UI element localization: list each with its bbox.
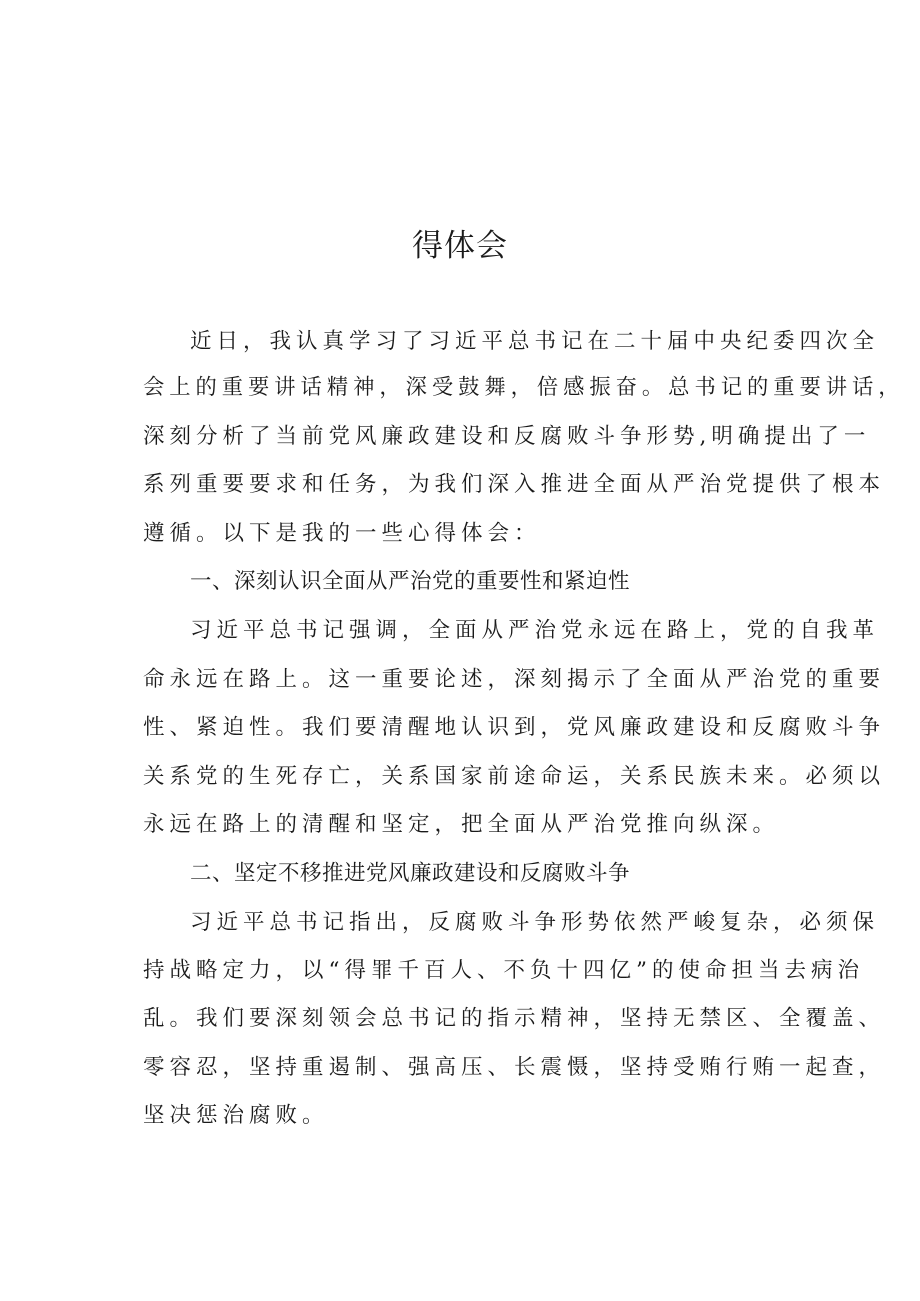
paragraph-1-line-4: 系列重要要求和任务，为我们深入推进全面从严治党提供了根本 [143,472,886,497]
section-heading-2: 二、坚定不移推进党风廉政建设和反腐败斗争 [190,861,631,886]
paragraph-2-line-3: 性、紧迫性。我们要清醒地认识到，党风廉政建设和反腐败斗争 [143,715,886,740]
paragraph-3-line-4: 零容忍，坚持重遏制、强高压、长震慑，坚持受贿行贿一起查， [143,1055,886,1080]
paragraph-3-line-2: 持战略定力，以“得罪千百人、不负十四亿”的使命担当去病治 [143,958,864,983]
section-heading-1: 一、深刻认识全面从严治党的重要性和紧迫性 [190,569,631,594]
document-title: 得体会 [412,228,508,264]
paragraph-2-line-4: 关系党的生死存亡，关系国家前途命运，关系民族未来。必须以 [143,764,886,789]
paragraph-2-line-5: 永远在路上的清醒和坚定，把全面从严治党推向纵深。 [143,812,780,837]
paragraph-1-line-3: 深刻分析了当前党风廉政建设和反腐败斗争形势,明确提出了一 [143,424,871,449]
paragraph-3-line-1: 习近平总书记指出，反腐败斗争形势依然严峻复杂，必须保 [190,910,880,935]
paragraph-3-line-3: 乱。我们要深刻领会总书记的指示精神，坚持无禁区、全覆盖、 [143,1006,886,1031]
paragraph-1-line-5: 遵循。以下是我的一些心得体会： [143,521,541,546]
paragraph-3-line-5: 坚决惩治腐败。 [143,1103,329,1128]
paragraph-2-line-2: 命永远在路上。这一重要论述，深刻揭示了全面从严治党的重要 [143,667,886,692]
paragraph-1-line-2: 会上的重要讲话精神，深受鼓舞，倍感振奋。总书记的重要讲话， [143,375,905,400]
paragraph-2-line-1: 习近平总书记强调，全面从严治党永远在路上，党的自我革 [190,618,880,643]
paragraph-1-line-1: 近日，我认真学习了习近平总书记在二十届中央纪委四次全 [190,329,880,354]
